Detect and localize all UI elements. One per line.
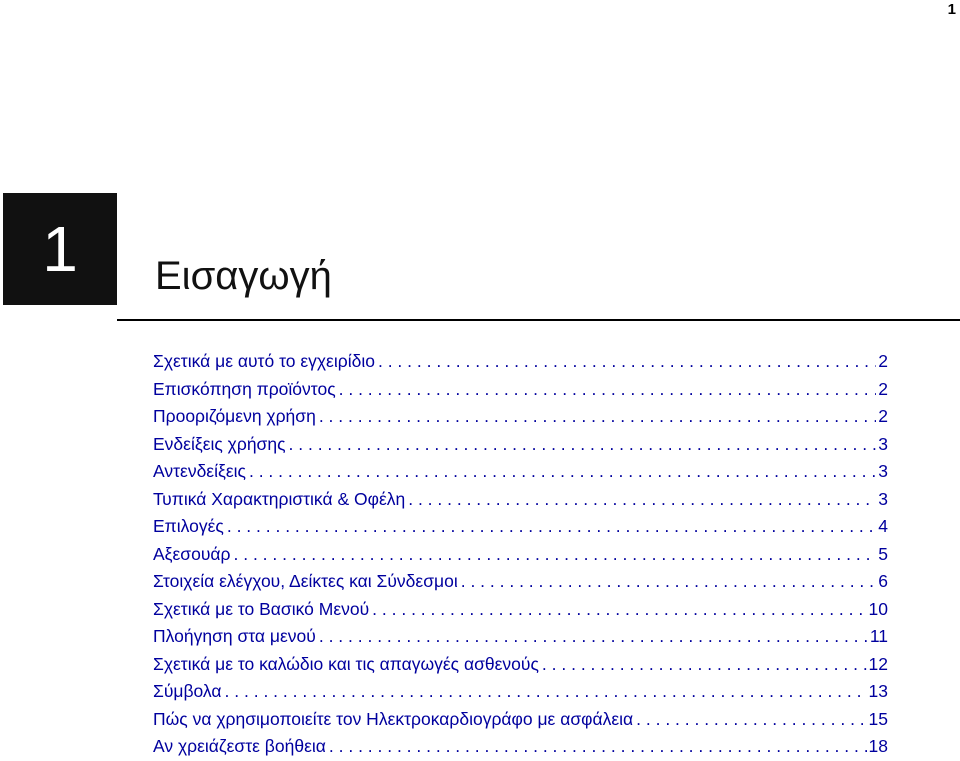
toc-entry-page: 10 <box>868 598 888 619</box>
chapter-number: 1 <box>42 213 78 285</box>
toc-entry-page: 5 <box>878 543 888 564</box>
toc-entry-page: 12 <box>868 653 888 674</box>
toc-entry[interactable] <box>153 486 888 514</box>
toc-entry[interactable] <box>153 651 888 679</box>
chapter-number-block <box>3 193 117 305</box>
toc-dot-leader <box>286 431 877 459</box>
toc-entry-label: Τυπικά Χαρακτηριστικά & Οφέλη <box>153 488 406 509</box>
toc-entry-label: Σχετικά με το Βασικό Μενού <box>153 598 370 619</box>
toc-entry[interactable] <box>153 678 888 706</box>
toc-entry[interactable] <box>153 623 888 651</box>
toc-entry[interactable] <box>153 706 888 734</box>
toc-entry-page: 2 <box>878 406 888 426</box>
chapter-title: Εισαγωγή <box>155 254 332 298</box>
chapter-divider <box>117 319 960 321</box>
toc-dot-leader <box>633 706 866 734</box>
toc-entry[interactable] <box>153 733 888 761</box>
toc-entry-page: 4 <box>878 516 888 536</box>
toc-entry-page: 3 <box>878 488 888 509</box>
toc-entry-page: 3 <box>878 433 888 454</box>
toc-dot-leader <box>458 568 877 596</box>
toc-entry[interactable] <box>153 596 888 624</box>
toc-entry[interactable] <box>153 541 888 569</box>
toc-entry-label: Αντενδείξεις <box>153 461 246 481</box>
toc-dot-leader <box>336 376 877 404</box>
toc-entry-label: Σχετικά με το καλώδιο και τις απαγωγές ασθενούς <box>153 653 539 674</box>
toc-entry[interactable] <box>153 513 888 541</box>
toc-dot-leader <box>222 678 867 706</box>
toc-entry-page: 3 <box>878 461 888 481</box>
toc-entry-page: 18 <box>868 736 888 756</box>
page-number: 1 <box>947 1 956 18</box>
toc-entry-label: Επιλογές <box>153 516 224 536</box>
toc-entry-label: Επισκόπηση προϊόντος <box>153 378 336 399</box>
toc-dot-leader <box>316 623 868 651</box>
toc-entry[interactable] <box>153 431 888 459</box>
toc-entry-page: 11 <box>869 626 888 646</box>
toc-entry[interactable] <box>153 376 888 404</box>
toc-dot-leader <box>326 733 867 761</box>
toc-entry-page: 2 <box>878 378 888 399</box>
toc-entry-page: 13 <box>868 681 888 701</box>
toc-entry-label: Σχετικά με αυτό το εγχειρίδιο <box>153 351 375 371</box>
toc-dot-leader <box>231 541 877 569</box>
toc-entry-label: Ενδείξεις χρήσης <box>153 433 286 454</box>
toc-entry-label: Πώς να χρησιμοποιείτε τον Ηλεκτροκαρδιογράφο με ασφάλεια <box>153 708 634 729</box>
toc-dot-leader <box>539 651 867 679</box>
toc-entry-label: Στοιχεία ελέγχου, Δείκτες και Σύνδεσμοι <box>153 571 458 591</box>
toc-entry[interactable] <box>153 568 888 596</box>
toc-entry-label: Αξεσουάρ <box>153 543 231 564</box>
toc-entry-page: 15 <box>868 708 888 729</box>
table-of-contents <box>153 348 888 761</box>
toc-entry-label: Προοριζόμενη χρήση <box>153 406 316 426</box>
toc-dot-leader <box>405 486 876 514</box>
toc-entry[interactable] <box>153 458 888 486</box>
toc-entry[interactable] <box>153 403 888 431</box>
toc-dot-leader <box>224 513 876 541</box>
toc-entry-page: 6 <box>878 571 888 591</box>
toc-entry-label: Σύμβολα <box>153 681 222 701</box>
toc-dot-leader <box>316 403 876 431</box>
toc-dot-leader <box>369 596 866 624</box>
toc-entry-label: Πλοήγηση στα μενού <box>153 626 316 646</box>
toc-entry-page: 2 <box>878 351 888 371</box>
toc-entry[interactable] <box>153 348 888 376</box>
toc-dot-leader <box>246 458 876 486</box>
toc-entry-label: Αν χρειάζεστε βοήθεια <box>153 736 326 756</box>
toc-dot-leader <box>375 348 876 376</box>
